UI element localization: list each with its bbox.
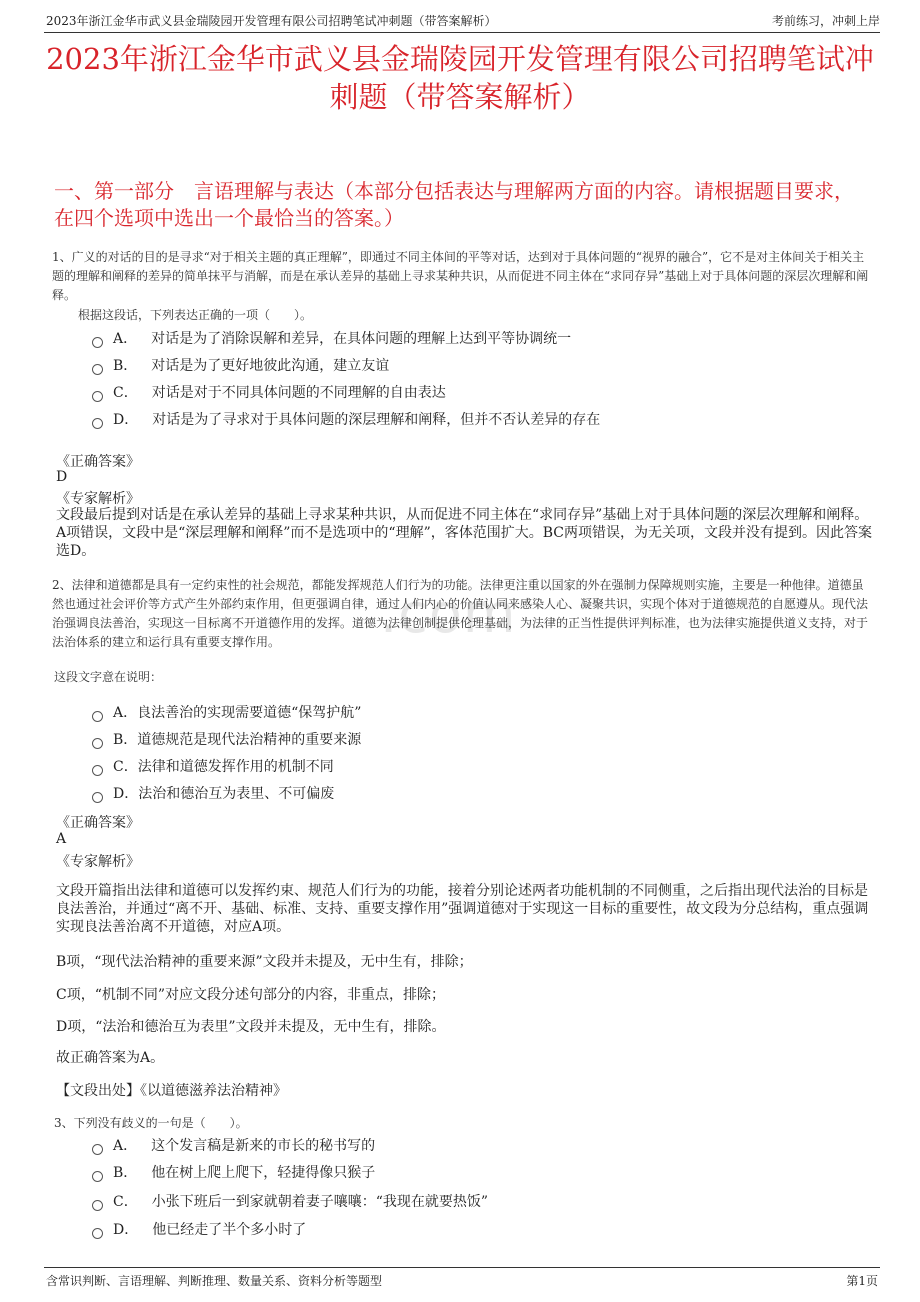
q1-analysis-title: 《专家解析》 <box>56 491 140 507</box>
q1-analysis: 文段最后提到对话是在承认差异的基础上寻求某种共识，从而促进不同主体在“求同存异”基础上对于具体问题的深层次理解和阐释。A项错误，文段中是“深层理解和阐释”而不是选项中的“理解”，客体范围扩大。BC两项错误，为无关项，文段并没有提到。因此答案选D。 <box>56 507 872 559</box>
option-label: A． <box>113 705 138 721</box>
radio-icon[interactable] <box>92 765 103 776</box>
q1-stem: 1、广义的对话的目的是寻求“对于相关主题的真正理解”，即通过不同主体间的平等对话，达到对于具体问题的“视界的融合”，它不是对主体间关于相关主题的理解和阐释的差异的简单抹平与消解，而是在承认差异的基础上寻求某种共识，从而促进不同主体在“求同存异”基础上对于具体问题的深层次理解和阐释。 <box>52 250 869 302</box>
radio-icon[interactable] <box>92 364 103 375</box>
watermark: .com <box>380 582 517 645</box>
radio-icon[interactable] <box>92 738 103 749</box>
q2-stem: 2、法律和道德都是具有一定约束性的社会规范，都能发挥规范人们行为的功能。法律更注重以国家的外在强制力保障规则实施，主要是一种他律。道德虽然也通过社会评价等方式产生外部约束作用，但更强调自律，通过人们内心的价值认同来感染人心、凝聚共识，实现个体对于道德规范的自愿遵从。现代法治强调良法善治，实现这一目标离不开道德作用的发挥。道德为法律创制提供伦理基础，为法律的正当性提供评判标准，也为法律实施提供道义支持，对于法治体系的建立和运行具有重要支撑作用。 <box>52 578 869 649</box>
header-slogan: 考前练习，冲刺上岸 <box>771 14 880 28</box>
q2-ask: 这段文字意在说明： <box>54 670 163 684</box>
q3-option-c[interactable] <box>92 1191 488 1211</box>
option-text: 对话是为了消除误解和差异，在具体问题的理解上达到平等协调统一 <box>151 331 572 347</box>
option-text: 小张下班后一到家就朝着妻子嚷嚷：“我现在就要热饭” <box>151 1194 489 1210</box>
radio-icon[interactable] <box>92 1144 103 1155</box>
q2-analysis-title: 《专家解析》 <box>56 854 140 870</box>
q3-option-a[interactable] <box>92 1135 375 1155</box>
option-label: C． <box>113 759 138 775</box>
option-label: B． <box>113 732 138 748</box>
footer-note: 含常识判断、言语理解、判断推理、数量关系、资料分析等题型 <box>46 1274 383 1288</box>
page-number: 第1页 <box>846 1274 878 1288</box>
option-text: 对话是为了寻求对于具体问题的深层理解和阐释，但并不否认差异的存在 <box>152 412 601 428</box>
q1-answer-title: 《正确答案》 <box>56 454 140 470</box>
radio-icon[interactable] <box>92 418 103 429</box>
option-label: A． <box>113 1138 138 1154</box>
q3-option-b[interactable] <box>92 1162 375 1182</box>
q2-option-c[interactable] <box>92 756 334 776</box>
option-label: D． <box>113 412 139 428</box>
radio-icon[interactable] <box>92 792 103 803</box>
footer-divider <box>44 1267 880 1268</box>
option-label: C． <box>113 1194 138 1210</box>
q2-option-a[interactable] <box>92 702 361 722</box>
q3-option-d[interactable] <box>92 1219 306 1239</box>
header-title: 2023年浙江金华市武义县金瑞陵园开发管理有限公司招聘笔试冲刺题（带答案解析） <box>46 14 497 28</box>
q1-option-d[interactable] <box>92 409 600 429</box>
q2-source: 【文段出处】《以道德滋养法治精神》 <box>56 1083 287 1099</box>
option-text: 良法善治的实现需要道德“保驾护航” <box>137 705 362 721</box>
option-text: 法律和道德发挥作用的机制不同 <box>137 759 334 775</box>
q2-analysis-d: D项，“法治和德治互为表里”文段并未提及，无中生有，排除。 <box>56 1019 446 1035</box>
q2-option-b[interactable] <box>92 729 361 749</box>
q1-ask: 根据这段话，下列表达正确的一项（ ）。 <box>78 308 313 322</box>
option-label: C． <box>113 385 138 401</box>
q1-option-c[interactable] <box>92 382 446 402</box>
option-label: A． <box>113 331 138 347</box>
document-title: 2023年浙江金华市武义县金瑞陵园开发管理有限公司招聘笔试冲刺题（带答案解析） <box>46 42 874 114</box>
option-text: 他在树上爬上爬下，轻捷得像只猴子 <box>151 1165 376 1181</box>
option-text: 这个发言稿是新来的市长的秘书写的 <box>151 1138 376 1154</box>
option-label: B． <box>113 358 138 374</box>
option-label: D． <box>113 786 139 802</box>
q3-stem: 3、下列没有歧义的一句是（ ）。 <box>54 1116 248 1130</box>
q2-analysis: 文段开篇指出法律和道德可以发挥约束、规范人们行为的功能，接着分别论述两者功能机制的不同侧重，之后指出现代法治的目标是良法善治，并通过“离不开、基础、标准、支持、重要支撑作用”强调道德对于实现这一目标的重要性，故文段为分总结构，重点强调实现良法善治离不开道德，对应A项。 <box>56 883 869 935</box>
q1-option-a[interactable] <box>92 328 571 348</box>
option-text: 道德规范是现代法治精神的重要来源 <box>137 732 362 748</box>
q2-answer: A <box>56 831 67 847</box>
q2-option-d[interactable] <box>92 783 334 803</box>
q2-conclusion: 故正确答案为A。 <box>56 1050 165 1066</box>
radio-icon[interactable] <box>92 711 103 722</box>
radio-icon[interactable] <box>92 1171 103 1182</box>
header-divider <box>44 32 880 33</box>
option-label: B． <box>113 1165 138 1181</box>
option-label: D． <box>113 1222 139 1238</box>
q2-answer-title: 《正确答案》 <box>56 815 140 831</box>
q1-option-b[interactable] <box>92 355 389 375</box>
radio-icon[interactable] <box>92 1228 103 1239</box>
section-heading: 一、第一部分 言语理解与表达（本部分包括表达与理解两方面的内容。请根据题目要求，在四个选项中选出一个最恰当的答案。） <box>54 179 854 230</box>
radio-icon[interactable] <box>92 391 103 402</box>
radio-icon[interactable] <box>92 337 103 348</box>
q2-analysis-c: C项，“机制不同”对应文段分述句部分的内容，非重点，排除； <box>56 987 446 1003</box>
option-text: 他已经走了半个多小时了 <box>152 1222 307 1238</box>
q1-answer: D <box>56 469 68 485</box>
option-text: 法治和德治互为表里、不可偏废 <box>138 786 335 802</box>
option-text: 对话是为了更好地彼此沟通，建立友谊 <box>151 358 390 374</box>
q2-analysis-b: B项，“现代法治精神的重要来源”文段并未提及，无中生有，排除； <box>56 954 473 970</box>
option-text: 对话是对于不同具体问题的不同理解的自由表达 <box>151 385 446 401</box>
radio-icon[interactable] <box>92 1200 103 1211</box>
